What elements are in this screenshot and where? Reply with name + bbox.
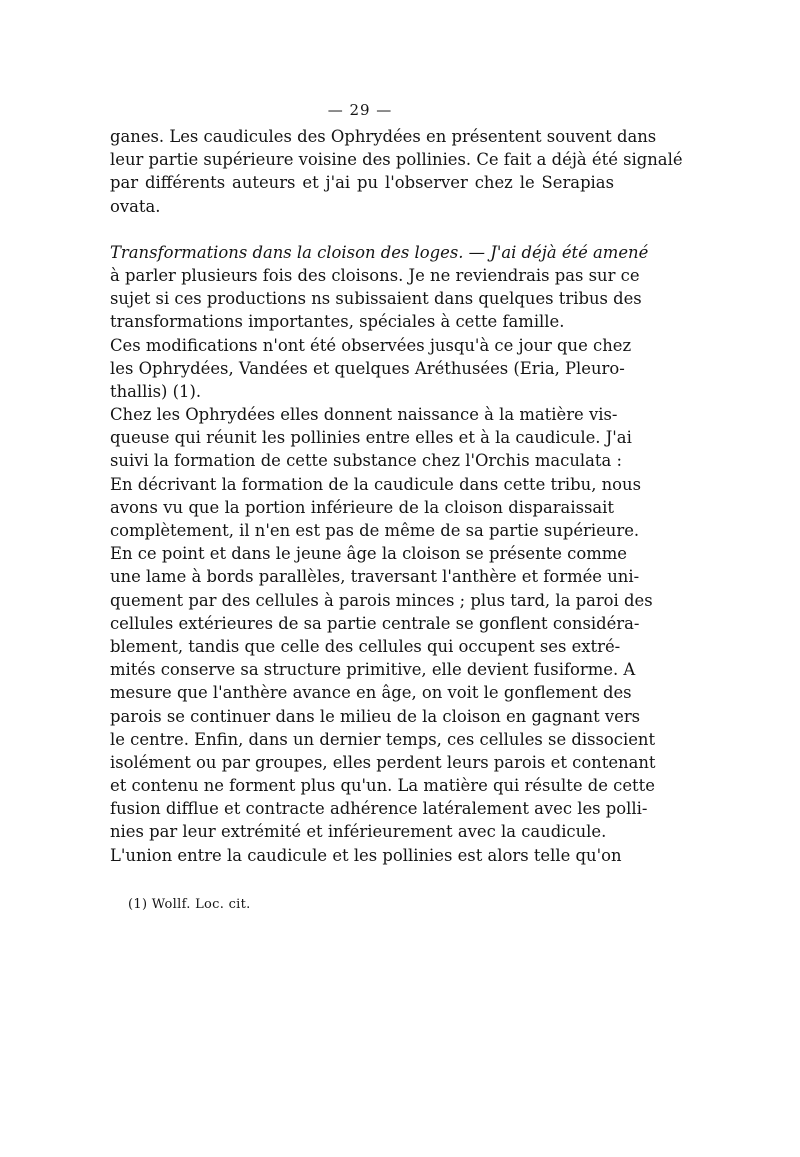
text-line: fusion difflue et contracte adhérence latéralement avec les polli- [110,799,648,819]
text-line: parois se continuer dans le milieu de la cloison en gagnant vers [110,706,641,726]
text-line: ganes. Les caudicules des Ophrydées en présentent souvent dans [110,127,657,146]
text-line: thallis) (1). [110,381,202,401]
body-text [110,125,683,867]
text-line: mesure que l'anthère avance en âge, on voit le gonflement des [110,683,632,703]
text-line: suivi la formation de cette substance chez l'Orchis maculata : [110,451,622,471]
text-line: quement par des cellules à parois minces ; plus tard, la paroi des [110,590,653,610]
section-heading-line: Transformations dans la cloison des loges. — J'ai déjà été amené [110,242,649,262]
text-line: nies par leur extrémité et inférieurement avec la caudicule. [110,822,607,842]
text-line: cellules extérieures de sa partie centrale se gonflent considéra- [110,613,640,633]
text-line: mités conserve sa structure primitive, elle devient fusiforme. A [110,660,636,680]
page-number: — 29 — [327,101,393,119]
text-line: et contenu ne forment plus qu'un. La matière qui résulte de cette [110,776,655,796]
text-line: complètement, il n'en est pas de même de sa partie supérieure. [110,521,640,540]
text-line: En décrivant la formation de la caudicule dans cette tribu, nous [110,474,642,494]
text-line: les Ophrydées, Vandées et quelques Aréthusées (Eria, Pleuro- [110,358,625,378]
text-line: une lame à bords parallèles, traversant l'anthère et formée uni- [110,567,640,587]
text-line: isolément ou par groupes, elles perdent leurs parois et contenant [110,752,656,772]
text-line: Ces modifications n'ont été observées jusqu'à ce jour que chez [110,335,632,355]
text-line: Chez les Ophrydées elles donnent naissance à la matière vis- [110,405,618,425]
text-line: à parler plusieurs fois des cloisons. Je ne reviendrais pas sur ce [110,265,640,285]
text-line: blement, tandis que celle des cellules qui occupent ses extré- [110,636,621,656]
text-line: ovata. [110,196,161,216]
text-line: sujet si ces productions ns subissaient dans quelques tribus des [110,289,642,309]
text-line: L'union entre la caudicule et les pollinies est alors telle qu'on [110,845,622,865]
paragraph-gap [110,218,614,241]
text-line: par différents auteurs et j'ai pu l'observer chez le Serapias [110,173,614,193]
text-line: transformations importantes, spéciales à cette famille. [110,312,565,332]
text-line: queuse qui réunit les pollinies entre elles et à la caudicule. J'ai [110,428,632,448]
text-line: En ce point et dans le jeune âge la cloison se présente comme [110,544,627,564]
footnote: (1) Wollf. Loc. cit. [128,897,251,912]
text-line: leur partie supérieure voisine des pollinies. Ce fait a déjà été signalé [110,150,683,170]
text-line: le centre. Enfin, dans un dernier temps, ces cellules se dissocient [110,729,656,749]
text-line: avons vu que la portion inférieure de la cloison disparaissait [110,497,614,517]
